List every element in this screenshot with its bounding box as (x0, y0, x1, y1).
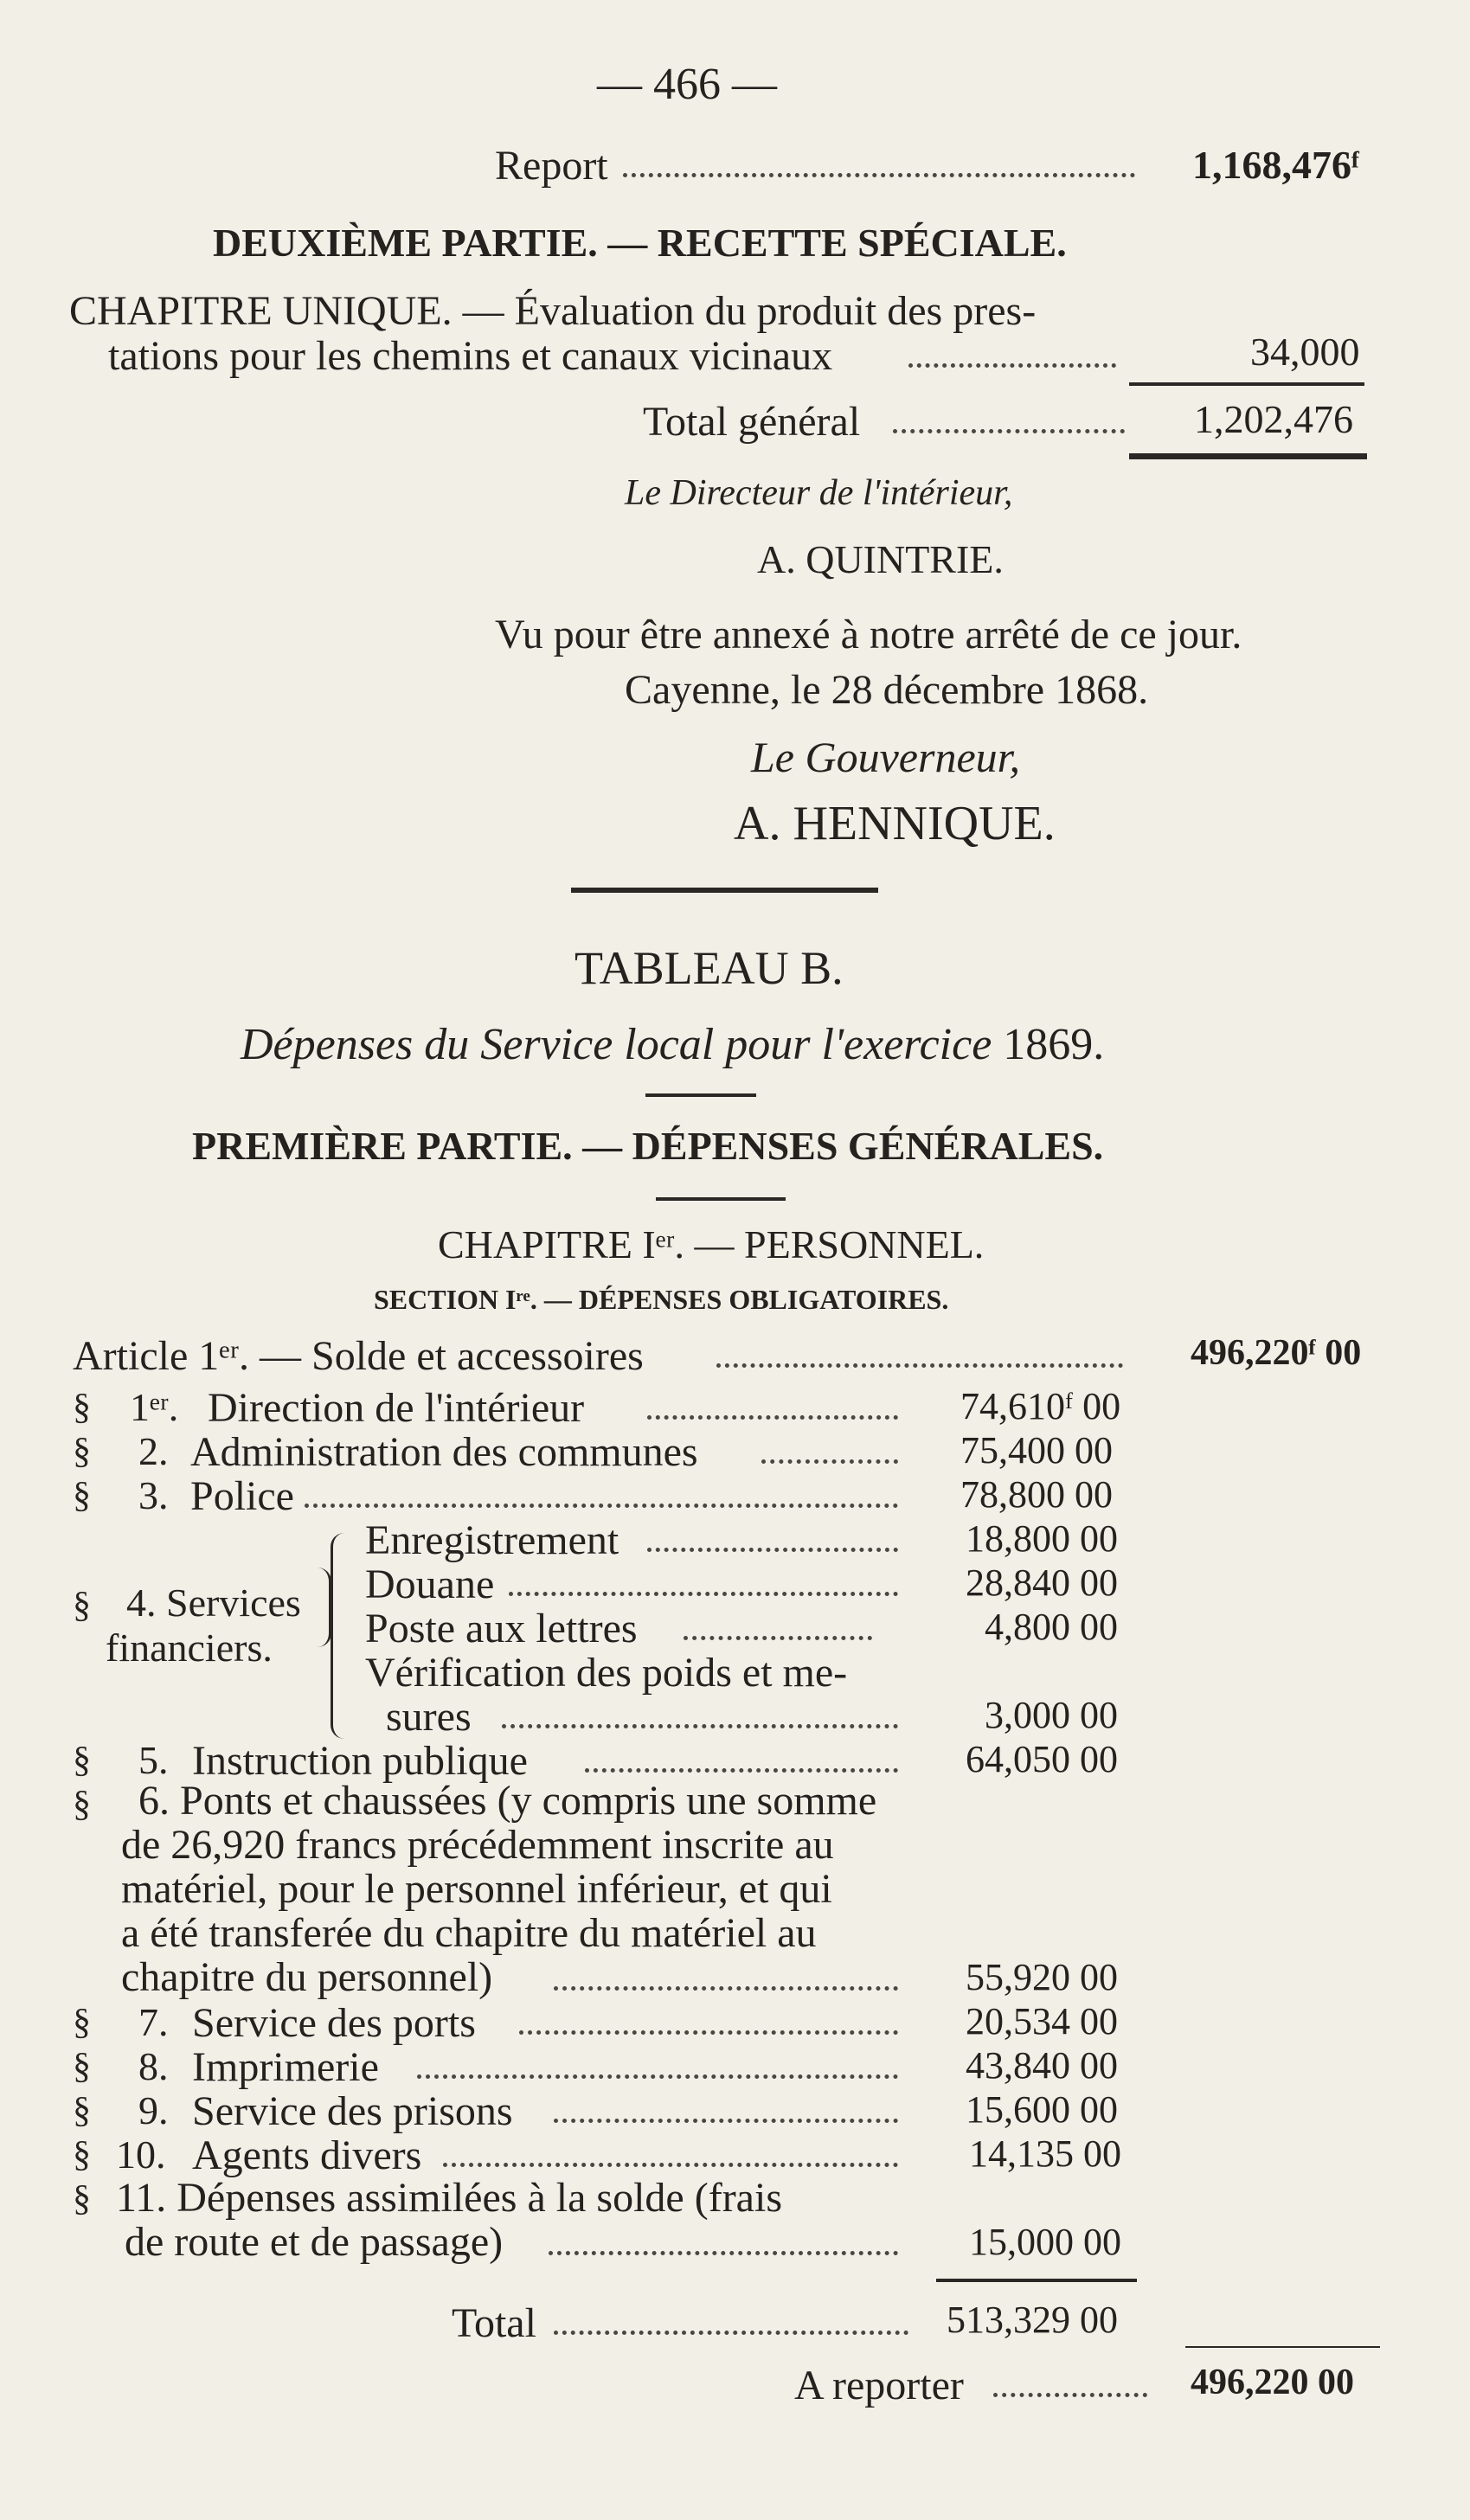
item-num: 10. (116, 2132, 166, 2177)
services-label2: financiers. (106, 1625, 273, 1670)
leader-dots (554, 2331, 908, 2335)
leader-dots (647, 1548, 898, 1552)
section-mark: § (73, 1432, 91, 1472)
brace-right (331, 1533, 350, 1739)
item-num: 8. (138, 2044, 169, 2088)
section-divider (656, 1197, 786, 1201)
section1-heading: SECTION Iʳᵉ. — DÉPENSES OBLIGATOIRES. (374, 1284, 949, 1315)
total-amount: 513,329 00 (947, 2299, 1118, 2341)
item6-line: a été transferée du chapitre du matériel au (121, 1910, 817, 1956)
item-label: Imprimerie (192, 2044, 379, 2090)
item-amount: 15,000 00 (969, 2221, 1121, 2263)
section-mark: § (73, 2047, 91, 2087)
brace-left (313, 1568, 331, 1647)
item-num: 3. (138, 1473, 169, 1517)
sum-rule (1185, 2346, 1380, 2348)
item11-line: 11. Dépenses assimilées à la solde (frais (116, 2175, 782, 2221)
item-amount: 43,840 00 (966, 2044, 1118, 2087)
leader-dots (502, 1724, 898, 1728)
item-amount: 20,534 00 (966, 2000, 1118, 2042)
directeur-title: Le Directeur de l'intérieur, (625, 473, 1013, 513)
gouverneur-name: A. HENNIQUE. (734, 797, 1056, 850)
a-reporter-amount: 496,220 00 (1191, 2363, 1354, 2402)
section-mark: § (73, 1785, 91, 1824)
item6-line: matériel, pour le personnel inférieur, et qui (121, 1866, 832, 1912)
sub-amount: 18,800 00 (966, 1517, 1118, 1560)
leader-dots (623, 173, 1135, 177)
item-num: 1ᵉʳ. (130, 1385, 179, 1429)
item-label: Service des ports (192, 2000, 476, 2046)
item-amount: 55,920 00 (966, 1956, 1118, 1998)
sub-amount: 3,000 00 (985, 1694, 1118, 1736)
sub-label: Enregistrement (365, 1517, 619, 1563)
leader-dots (519, 2030, 898, 2035)
leader-dots (893, 429, 1125, 433)
leader-dots (417, 2074, 898, 2079)
leader-dots (549, 2251, 898, 2255)
item-num: 5. (138, 1738, 169, 1782)
leader-dots (305, 1504, 898, 1508)
section-divider (645, 1093, 756, 1097)
leader-dots (761, 1459, 898, 1464)
item-amount: 15,600 00 (966, 2088, 1118, 2131)
sub-label: sures (386, 1694, 472, 1740)
page-number: — 466 — (597, 60, 777, 109)
total-general-label: Total général (643, 399, 861, 445)
total-label: Total (452, 2300, 536, 2346)
item-label: Agents divers (192, 2132, 422, 2178)
section-mark: § (73, 2091, 91, 2131)
item-label: Service des prisons (192, 2088, 513, 2134)
section-mark: § (73, 2179, 91, 2219)
tableau-title: TABLEAU B. (575, 942, 844, 994)
article1-amount: 496,220ᶠ 00 (1191, 1333, 1362, 1373)
part1-heading: PREMIÈRE PARTIE. — DÉPENSES GÉNÉRALES. (192, 1124, 1104, 1168)
leader-dots (647, 1415, 898, 1420)
item-amount: 74,610ᶠ 00 (960, 1385, 1121, 1427)
section-mark: § (73, 2003, 91, 2042)
sum-rule (1129, 382, 1364, 386)
sub-amount: 28,840 00 (966, 1561, 1118, 1604)
leader-dots (684, 1636, 872, 1640)
sub-label: Poste aux lettres (365, 1606, 638, 1651)
item-label: Administration des communes (190, 1429, 698, 1475)
a-reporter-label: A reporter (794, 2363, 964, 2408)
services-label1: 4. Services (126, 1581, 301, 1625)
leader-dots (716, 1363, 1123, 1368)
article1-label: Article 1ᵉʳ. — Solde et accessoires (73, 1333, 644, 1379)
leader-dots (585, 1768, 898, 1773)
item-label: Direction de l'intérieur (208, 1385, 585, 1431)
item-num: 7. (138, 2000, 169, 2044)
section-mark: § (73, 2135, 91, 2175)
section-mark: § (73, 1741, 91, 1780)
chapitre-unique-line1: CHAPITRE UNIQUE. — Évaluation du produit des pres- (69, 288, 1037, 334)
sub-label: Douane (365, 1561, 495, 1607)
leader-dots (993, 2393, 1147, 2397)
leader-dots (554, 1986, 898, 1991)
part2-heading: DEUXIÈME PARTIE. — RECETTE SPÉCIALE. (213, 221, 1067, 265)
directeur-name: A. QUINTRIE. (757, 537, 1004, 581)
leader-dots (443, 2163, 898, 2167)
double-rule (1129, 453, 1367, 459)
section-mark: § (73, 1388, 91, 1427)
total-general-amount: 1,202,476 (1194, 397, 1353, 441)
item-num: 2. (138, 1429, 169, 1473)
item-amount: 75,400 00 (960, 1429, 1113, 1472)
leader-dots (509, 1592, 898, 1596)
section-mark: § (73, 1476, 91, 1516)
item-label: Instruction publique (192, 1738, 528, 1784)
sub-label: Vérification des poids et me- (365, 1650, 848, 1696)
item-num: 9. (138, 2088, 169, 2132)
item-amount: 14,135 00 (969, 2132, 1121, 2175)
item6-text (121, 1779, 876, 1999)
item6-line: 6. Ponts et chaussées (y compris une somme (138, 1778, 877, 1824)
item6-line: de 26,920 francs précédemment inscrite au (121, 1822, 834, 1868)
item-label: Police (190, 1473, 294, 1519)
report-label: Report (495, 143, 608, 189)
sub-amount: 4,800 00 (985, 1606, 1118, 1648)
section-mark: § (73, 1586, 91, 1625)
sum-rule (936, 2279, 1137, 2282)
item6-line: chapitre du personnel) (121, 1954, 493, 2000)
chapitre-unique-amount: 34,000 (1250, 330, 1360, 374)
report-amount: 1,168,476ᶠ (1192, 143, 1359, 187)
tableau-subtitle-text: Dépenses du Service local pour l'exercice (241, 1020, 992, 1069)
section-divider (571, 888, 878, 893)
item11-line: de route et de passage) (125, 2219, 504, 2265)
leader-dots (554, 2119, 898, 2123)
tableau-subtitle (241, 1019, 1104, 1070)
chapitre-unique-line2: tations pour les chemins et canaux vicinaux (108, 333, 833, 379)
item-amount: 64,050 00 (966, 1738, 1118, 1780)
chapitre1-heading: CHAPITRE Iᵉʳ. — PERSONNEL. (438, 1222, 985, 1266)
approval-line2: Cayenne, le 28 décembre 1868. (625, 667, 1149, 713)
tableau-subtitle-year: 1869. (1003, 1020, 1105, 1069)
gouverneur-title: Le Gouverneur, (751, 733, 1021, 781)
item-amount: 78,800 00 (960, 1473, 1113, 1516)
approval-line1: Vu pour être annexé à notre arrêté de ce jour. (495, 612, 1242, 657)
leader-dots (908, 363, 1116, 368)
